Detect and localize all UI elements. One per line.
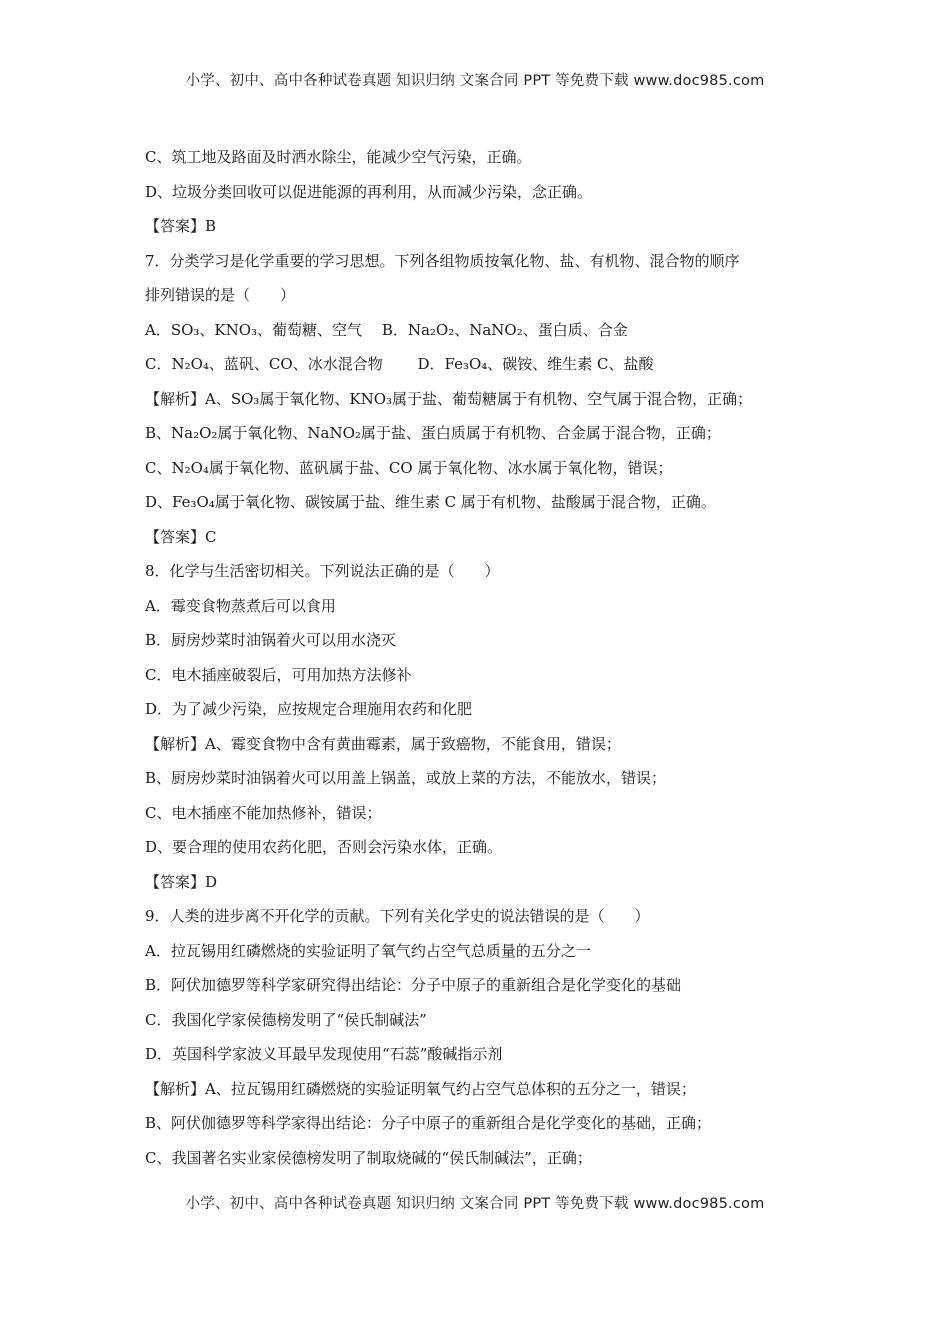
answer-line: 【答案】B (145, 217, 217, 235)
question-9-option-d: D．英国科学家波义耳最早发现使用“石蕊”酸碱指示剂 (145, 1045, 503, 1063)
answer-line: 【答案】D (145, 872, 218, 891)
analysis-line: C、N₂O₄属于氧化物、蓝矾属于盐、CO 属于氧化物、冰水属于氧化物，错误； (145, 458, 673, 477)
analysis-line: D、要合理的使用农药化肥，否则会污染水体，正确。 (145, 838, 503, 856)
analysis-line: B、阿伏伽德罗等科学家得出结论：分子中原子的重新组合是化学变化的基础，正确； (145, 1114, 712, 1132)
analysis-line: B、Na₂O₂属于氧化物、NaNO₂属于盐、蛋白质属于有机物、合金属于混合物，正确； (145, 424, 721, 442)
question-9-option-b: B．阿伏加德罗等科学家研究得出结论：分子中原子的重新组合是化学变化的基础 (145, 976, 682, 994)
question-9-option-c: C．我国化学家侯德榜发明了“侯氏制碱法” (145, 1010, 427, 1029)
text-line: D、垃圾分类回收可以促进能源的再利用，从而减少污染，念正确。 (145, 182, 593, 201)
analysis-line: B、厨房炒菜时油锅着火可以用盖上锅盖，或放上菜的方法，不能放水，错误； (145, 769, 667, 787)
question-7-options-cd: C．N₂O₄、蓝矾、CO、冰水混合物 D．Fe₃O₄、碳铵、维生素 C、盐酸 (145, 355, 654, 373)
question-9-option-a: A．拉瓦锡用红磷燃烧的实验证明了氧气约占空气总质量的五分之一 (145, 941, 591, 960)
document-body (145, 145, 815, 1180)
answer-line: 【答案】C (145, 527, 217, 546)
question-8-option-b: B．厨房炒菜时油锅着火可以用水浇灭 (145, 631, 397, 649)
question-8-stem: 8．化学与生活密切相关。下列说法正确的是（ ） (145, 562, 500, 580)
text-line: C、筑工地及路面及时洒水除尘，能减少空气污染，正确。 (145, 148, 532, 166)
question-8-option-d: D．为了减少污染，应按规定合理施用农药和化肥 (145, 700, 473, 718)
page-header-watermark: 小学、初中、高中各种试卷真题 知识归纳 文案合同 PPT 等免费下载 www.doc985.com (185, 73, 765, 89)
analysis-line: C、电木插座不能加热修补，错误； (145, 803, 382, 822)
analysis-line: 【解析】A、拉瓦锡用红磷燃烧的实验证明氧气约占空气总体积的五分之一，错误； (145, 1079, 696, 1098)
question-7-stem-cont: 排列错误的是（ ） (145, 286, 296, 304)
question-7-stem: 7．分类学习是化学重要的学习思想。下列各组物质按氧化物、盐、有机物、混合物的顺序 (145, 251, 740, 270)
question-8-option-c: C．电木插座破裂后，可用加热方法修补 (145, 665, 412, 684)
analysis-line: 【解析】A、SO₃属于氧化物、KNO₃属于盐、葡萄糖属于有机物、空气属于混合物，正确； (145, 389, 753, 408)
analysis-line: C、我国著名实业家侯德榜发明了制取烧碱的“侯氏制碱法”，正确； (145, 1148, 592, 1167)
page-footer-watermark: 小学、初中、高中各种试卷真题 知识归纳 文案合同 PPT 等免费下载 www.doc985.com (185, 1196, 765, 1212)
question-7-options-ab: A．SO₃、KNO₃、葡萄糖、空气 B．Na₂O₂、NaNO₂、蛋白质、合金 (145, 320, 628, 339)
analysis-line: 【解析】A、霉变食物中含有黄曲霉素，属于致癌物，不能食用，错误； (145, 734, 621, 753)
analysis-line: D、Fe₃O₄属于氧化物、碳铵属于盐、维生素 C 属于有机物、盐酸属于混合物，正确。 (145, 493, 716, 511)
question-8-option-a: A．霉变食物蒸煮后可以食用 (145, 596, 336, 615)
question-9-stem: 9．人类的进步离不开化学的贡献。下列有关化学史的说法错误的是（ ） (145, 907, 650, 925)
